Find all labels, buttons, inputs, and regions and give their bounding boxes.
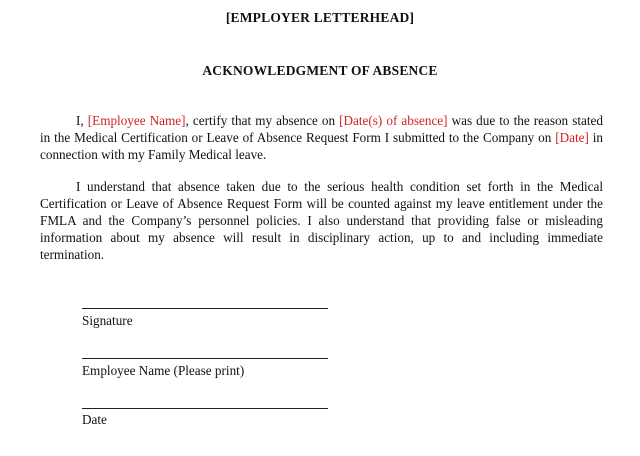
paragraph1-text-2: , certify that my absence on — [185, 113, 340, 128]
letterhead-placeholder: [EMPLOYER LETTERHEAD] — [225, 10, 415, 25]
employee-name-placeholder: [Employee Name] — [87, 113, 186, 128]
paragraph-certification — [40, 112, 603, 163]
employee-name-line — [82, 358, 328, 359]
paragraph1-text-3: was due to the reason stated in the Medical Certification or Leave of Absence Request Form I submitted to the Company on — [40, 113, 603, 145]
date-placeholder: [Date] — [555, 130, 589, 145]
signature-label: Signature — [82, 313, 133, 328]
paragraph1-text-4: in connection with my Family Medical leave. — [40, 130, 603, 162]
date-line — [82, 408, 328, 409]
signature-line — [82, 308, 328, 309]
dates-of-absence-placeholder: [Date(s) of absence] — [339, 113, 448, 128]
paragraph-understanding: I understand that absence taken due to the serious health condition set forth in the Medical Certification or Leave of Absence Request Form will be counted against my leave entitlement under the FMLA and the Company’s personnel policies. I also understand that providing false or misleading information about my absence will result in disciplinary action, up to and including immediate termination. — [40, 179, 603, 262]
document-title: ACKNOWLEDGMENT OF ABSENCE — [202, 63, 438, 78]
employee-name-label: Employee Name (Please print) — [82, 363, 245, 378]
date-label: Date — [82, 412, 107, 427]
paragraph1-text-1: I, — [76, 113, 88, 128]
